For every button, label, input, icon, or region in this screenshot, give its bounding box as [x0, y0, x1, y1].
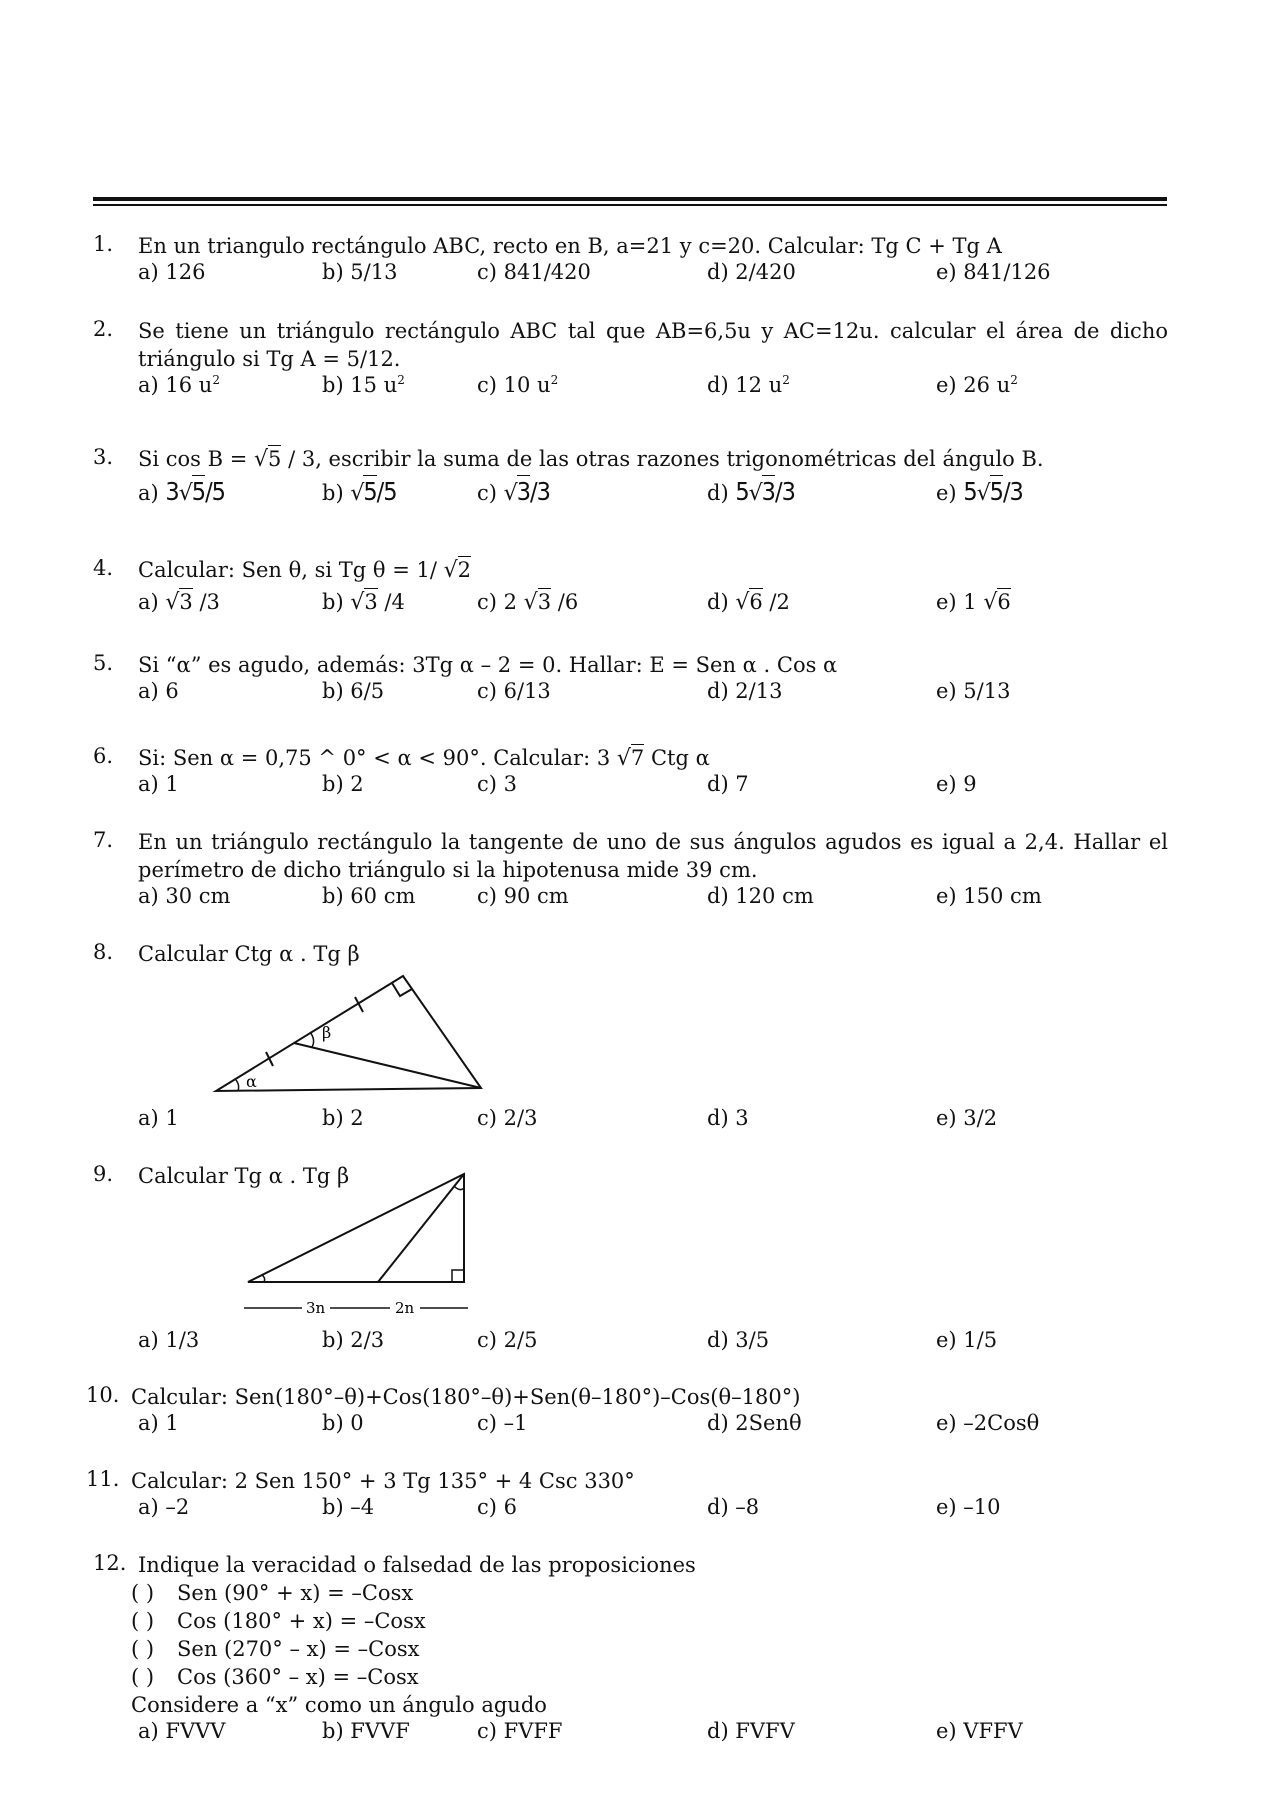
cevian-line — [378, 1174, 464, 1282]
option-e[interactable]: e) 5/13 — [936, 679, 1011, 703]
option-b[interactable]: b) 5/13 — [322, 260, 398, 284]
proposition-text: Cos (180° + x) = –Cosx — [177, 1609, 426, 1633]
beta-arc — [454, 1186, 464, 1190]
option-e[interactable]: e) –10 — [936, 1495, 1001, 1519]
question-number: 6. — [93, 744, 114, 768]
proposition[interactable] — [131, 1663, 419, 1691]
denominator: /6 — [551, 590, 579, 614]
question-stem: En un triángulo rectángulo la tangente de uno de sus ángulos agudos es igual a 2,4. Hallar el perímetro de dicho triángulo si la hipotenusa mide 39 cm. — [138, 830, 1168, 882]
option-b[interactable]: b) 2 — [322, 1106, 364, 1130]
option-e[interactable]: e) VFFV — [936, 1719, 1023, 1743]
option-c[interactable]: c) 6 — [477, 1495, 517, 1519]
question-number: 8. — [93, 940, 114, 964]
options-row — [0, 477, 1280, 505]
sqrt-sign: √ — [350, 590, 365, 615]
sqrt-sign: √ — [748, 481, 762, 506]
option-label: a) — [138, 481, 159, 505]
option-e[interactable] — [936, 477, 1023, 506]
option-a[interactable]: a) 1 — [138, 772, 179, 796]
header-rule-thin — [93, 204, 1167, 206]
option-d[interactable]: d) –8 — [707, 1495, 760, 1519]
option-d-text: d) 12 u — [707, 373, 783, 397]
question-number: 5. — [93, 651, 114, 675]
option-a-text: a) 16 u — [138, 373, 213, 397]
option-d[interactable] — [707, 590, 790, 615]
options-row — [0, 679, 1280, 707]
denominator: /3 — [774, 477, 795, 506]
option-e-text: e) 26 u — [936, 373, 1011, 397]
question-number: 2. — [93, 317, 114, 341]
proposition-text: Cos (360° – x) = –Cosx — [177, 1665, 419, 1689]
options-row — [0, 1328, 1280, 1356]
option-b[interactable]: b) 60 cm — [322, 884, 416, 908]
option-label: b) — [322, 590, 351, 614]
option-b[interactable]: b) 2/3 — [322, 1328, 385, 1352]
denominator: /3 — [530, 477, 550, 506]
question-number: 11. — [86, 1467, 120, 1491]
note: Considere a “x” como un ángulo agudo — [131, 1693, 547, 1717]
radicand: 3 — [364, 590, 378, 614]
denominator: /5 — [376, 477, 397, 506]
stem-text: Si: Sen α = 0,75 ^ 0° < α < 90°. Calcular: 3 — [138, 746, 617, 770]
stem-text: Calcular: Sen θ, si Tg θ = 1/ — [138, 558, 444, 582]
alpha-label: α — [246, 1072, 257, 1091]
coefficient: 3 — [165, 477, 179, 506]
question-number: 12. — [93, 1551, 127, 1575]
outer-triangle — [248, 1174, 464, 1282]
options-row — [0, 1106, 1280, 1134]
radicand: 5 — [268, 447, 282, 471]
proposition-text: Sen (270° – x) = –Cosx — [177, 1637, 420, 1661]
option-c[interactable]: c) FVFF — [477, 1719, 563, 1743]
beta-arc — [310, 1032, 314, 1047]
sqrt-sign: √ — [178, 481, 192, 506]
sqrt-sign: √ — [503, 481, 517, 506]
radicand: 6 — [997, 590, 1011, 614]
option-label: c) 2 — [477, 590, 524, 614]
option-e[interactable] — [936, 373, 1018, 397]
sqrt-sign: √ — [350, 481, 364, 506]
question-stem: Calcular: 2 Sen 150° + 3 Tg 135° + 4 Csc 330° — [131, 1469, 635, 1493]
question-stem — [138, 445, 1168, 474]
radicand: 5 — [191, 477, 206, 506]
options-row — [0, 884, 1280, 912]
options-row — [0, 772, 1280, 800]
answer-blank[interactable]: ( ) — [131, 1609, 155, 1633]
radicand: 5 — [989, 477, 1003, 506]
options-row — [0, 590, 1280, 618]
option-c[interactable]: c) 3 — [477, 772, 517, 796]
denominator: /3 — [1002, 477, 1023, 506]
options-row — [0, 1495, 1280, 1523]
option-b[interactable]: b) 6/5 — [322, 679, 385, 703]
option-a[interactable] — [138, 373, 220, 397]
option-a[interactable]: a) 1 — [138, 1411, 179, 1435]
option-c[interactable]: c) 2/5 — [477, 1328, 538, 1352]
stem-text: / 3, escribir la suma de las otras razones trigonométricas del ángulo B. — [281, 447, 1044, 471]
option-a[interactable]: a) 1/3 — [138, 1328, 200, 1352]
denominator: /5 — [205, 477, 225, 506]
exponent: 2 — [550, 373, 559, 387]
segment-2n-label: 2n — [395, 1299, 415, 1317]
options-row — [0, 260, 1280, 288]
question-number: 9. — [93, 1162, 114, 1186]
sqrt-sign: √ — [735, 590, 750, 615]
question-stem: Si “α” es agudo, además: 3Tg α – 2 = 0. Hallar: E = Sen α . Cos α — [138, 653, 838, 677]
option-d[interactable]: d) 7 — [707, 772, 749, 796]
denominator: /4 — [377, 590, 405, 614]
option-label: a) — [138, 590, 166, 614]
option-d[interactable] — [707, 477, 795, 506]
stem-text: Si cos B = — [138, 447, 255, 471]
segment-3n-label: 3n — [306, 1299, 326, 1317]
question-stem: Indique la veracidad o falsedad de las proposiciones — [138, 1553, 696, 1577]
question-number: 7. — [93, 828, 114, 852]
exponent: 2 — [782, 373, 790, 387]
question-stem: Calcular Ctg α . Tg β — [138, 942, 360, 966]
options-row — [0, 373, 1280, 401]
option-d[interactable]: d) FVFV — [707, 1719, 795, 1743]
option-b[interactable]: b) –4 — [322, 1495, 375, 1519]
question-number: 1. — [93, 232, 114, 256]
header-rule-thick — [93, 197, 1167, 201]
option-b[interactable] — [322, 477, 397, 506]
option-a[interactable]: a) –2 — [138, 1495, 190, 1519]
question-number: 4. — [93, 556, 114, 580]
proposition[interactable] — [131, 1579, 413, 1607]
radicand: 3 — [179, 590, 193, 614]
option-label: e) 1 — [936, 590, 984, 614]
denominator: /2 — [762, 590, 790, 614]
proposition[interactable] — [131, 1635, 419, 1663]
stem-text: Ctg α — [644, 746, 710, 770]
option-e[interactable]: e) 3/2 — [936, 1106, 998, 1130]
option-e[interactable]: e) 9 — [936, 772, 977, 796]
option-c-text: c) 10 u — [477, 373, 551, 397]
option-b-text: b) 15 u — [322, 373, 398, 397]
option-c[interactable] — [477, 373, 558, 397]
answer-blank[interactable]: ( ) — [131, 1581, 155, 1605]
option-c[interactable] — [477, 477, 550, 506]
option-a[interactable]: a) 6 — [138, 679, 179, 703]
exponent: 2 — [212, 373, 220, 387]
option-e[interactable]: e) 1/5 — [936, 1328, 998, 1352]
option-label: e) — [936, 481, 957, 505]
option-b[interactable] — [322, 590, 405, 615]
proposition[interactable] — [131, 1607, 426, 1635]
option-e[interactable]: e) –2Cosθ — [936, 1411, 1040, 1435]
sqrt-sign: √ — [976, 481, 990, 506]
coefficient: 5 — [735, 477, 749, 506]
figure-triangle-8 — [210, 970, 490, 1100]
question-stem: Calcular: Sen(180°–θ)+Cos(180°–θ)+Sen(θ–180°)–Cos(θ–180°) — [131, 1385, 801, 1409]
sqrt-sign: √ — [254, 447, 269, 472]
option-c[interactable]: c) 2/3 — [477, 1106, 538, 1130]
option-b[interactable]: b) FVVF — [322, 1719, 410, 1743]
question-stem — [138, 744, 1168, 773]
sqrt-sign: √ — [165, 590, 180, 615]
coefficient: 5 — [963, 477, 977, 506]
alpha-arc — [236, 1080, 239, 1091]
answer-blank[interactable]: ( ) — [131, 1637, 155, 1661]
option-e[interactable]: e) 841/126 — [936, 260, 1051, 284]
question-stem: Calcular Tg α . Tg β — [138, 1164, 350, 1188]
sqrt-sign: √ — [983, 590, 998, 615]
option-d[interactable]: d) 3/5 — [707, 1328, 770, 1352]
options-row — [0, 1411, 1280, 1439]
option-c[interactable]: c) 90 cm — [477, 884, 569, 908]
sqrt-sign: √ — [443, 558, 458, 583]
figure-triangle-9 — [240, 1172, 470, 1332]
radicand: 2 — [457, 558, 472, 582]
option-d[interactable]: d) 2/13 — [707, 679, 783, 703]
question-number: 10. — [86, 1383, 120, 1407]
cevian-line — [294, 1043, 481, 1088]
right-angle-mark — [452, 1270, 464, 1282]
radicand: 3 — [761, 477, 775, 506]
radicand: 3 — [537, 590, 552, 614]
option-d[interactable] — [707, 373, 790, 397]
option-a[interactable] — [138, 477, 225, 506]
option-e[interactable]: e) 150 cm — [936, 884, 1042, 908]
option-c[interactable] — [477, 590, 578, 615]
option-b[interactable] — [322, 373, 405, 397]
options-row — [0, 1719, 1280, 1747]
denominator: /3 — [192, 590, 220, 614]
question-stem: Se tiene un triángulo rectángulo ABC tal que AB=6,5u y AC=12u. calcular el área de dicho triángulo si Tg A = 5/12. — [138, 319, 1168, 371]
option-a[interactable]: a) 30 cm — [138, 884, 231, 908]
question-stem: En un triangulo rectángulo ABC, recto en B, a=21 y c=20. Calcular: Tg C + Tg A — [138, 234, 1002, 258]
beta-label: β — [322, 1023, 332, 1042]
option-label: d) — [707, 590, 736, 614]
proposition-text: Sen (90° + x) = –Cosx — [177, 1581, 414, 1605]
exponent: 2 — [397, 373, 405, 387]
option-c[interactable]: c) –1 — [477, 1411, 528, 1435]
alpha-arc — [262, 1275, 265, 1282]
option-e[interactable] — [936, 590, 1011, 615]
radicand: 3 — [516, 477, 530, 506]
option-a[interactable]: a) 1 — [138, 1106, 179, 1130]
exponent: 2 — [1010, 373, 1018, 387]
answer-blank[interactable]: ( ) — [131, 1665, 155, 1689]
radicand: 5 — [363, 477, 377, 506]
option-c[interactable]: c) 6/13 — [477, 679, 551, 703]
question-number: 3. — [93, 445, 114, 469]
option-b[interactable]: b) 2 — [322, 772, 364, 796]
option-d[interactable]: d) 2Senθ — [707, 1411, 802, 1435]
sqrt-sign: √ — [616, 746, 631, 771]
option-a[interactable]: a) 126 — [138, 260, 206, 284]
option-a[interactable]: a) FVVV — [138, 1719, 226, 1743]
option-d[interactable]: d) 120 cm — [707, 884, 814, 908]
option-a[interactable] — [138, 590, 220, 615]
option-c[interactable]: c) 841/420 — [477, 260, 591, 284]
option-label: d) — [707, 481, 729, 505]
option-label: b) — [322, 481, 344, 505]
sqrt-sign: √ — [523, 590, 538, 615]
option-label: c) — [477, 481, 497, 505]
option-d[interactable]: d) 2/420 — [707, 260, 796, 284]
option-b[interactable]: b) 0 — [322, 1411, 364, 1435]
radicand: 7 — [630, 746, 645, 770]
option-d[interactable]: d) 3 — [707, 1106, 749, 1130]
question-stem — [138, 556, 1168, 585]
radicand: 6 — [749, 590, 763, 614]
